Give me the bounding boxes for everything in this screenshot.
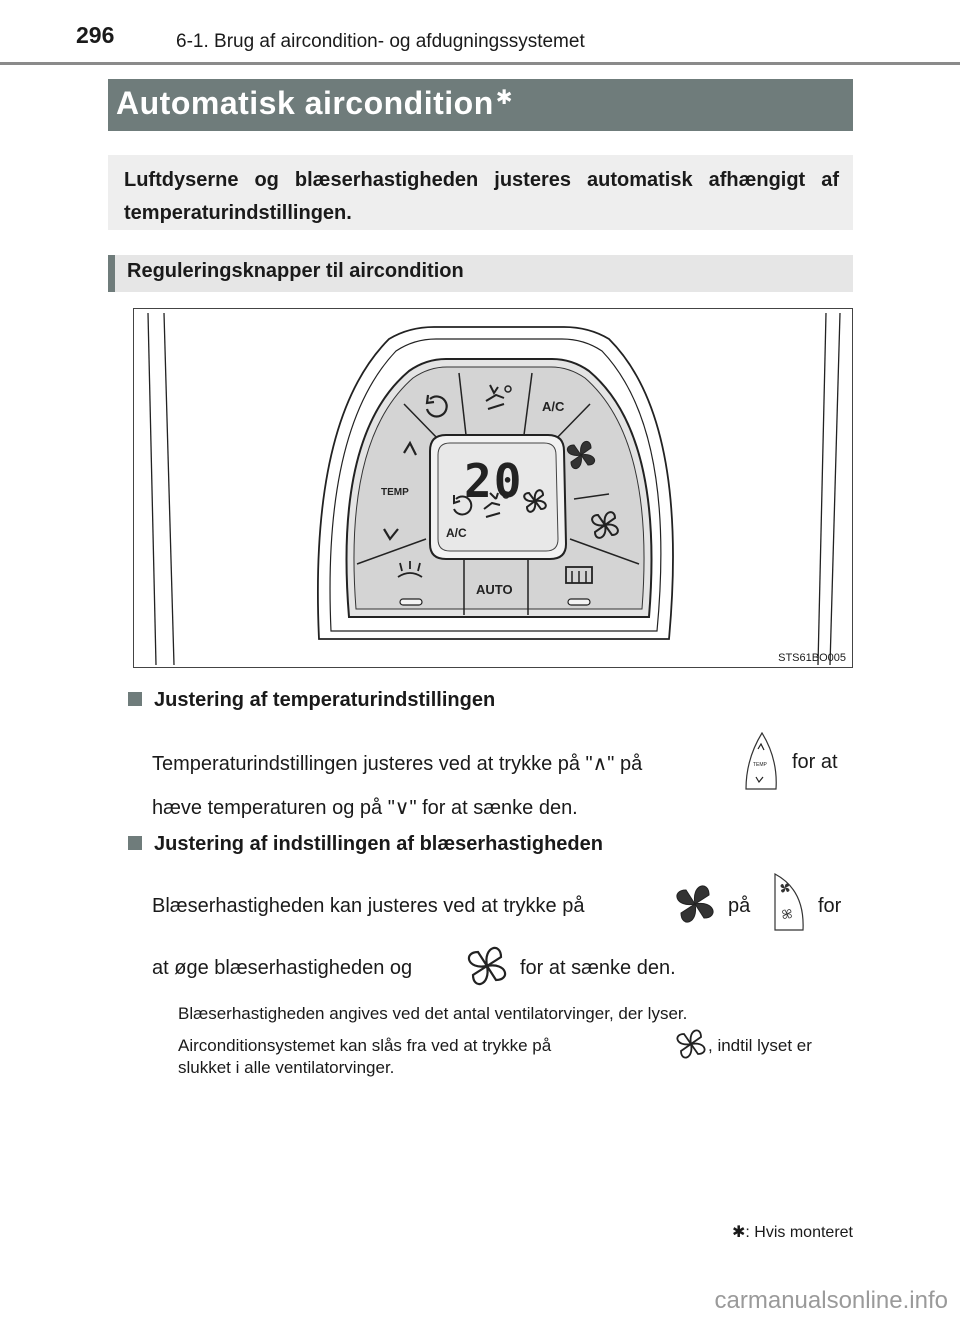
note-fan-indication: Blæserhastigheden angives ved det antal ventilatorvinger, der lyser. <box>178 1004 688 1023</box>
temp-button-label: TEMP <box>381 487 409 498</box>
fan-button-icon <box>771 870 807 934</box>
subsection-bar <box>108 255 853 292</box>
ac-button-label: A/C <box>542 399 565 414</box>
fan-text-a: Blæserhastigheden kan justeres ved at trykke på <box>152 895 585 917</box>
fan-text-line1 <box>152 895 852 918</box>
note-turn-off-line1 <box>178 1035 848 1056</box>
temperature-text-line2: hæve temperaturen og på "∨" for at sænke den. <box>152 797 578 819</box>
intro-box: Luftdyserne og blæserhastigheden justeres automatisk afhængigt af temperaturindstillingen. <box>108 155 853 230</box>
note-turn-off-b: , indtil lyset er <box>708 1036 812 1055</box>
fan-down-icon <box>462 941 512 991</box>
section-title-text: Automatisk aircondition <box>116 85 494 121</box>
temperature-text-b: for at <box>792 751 838 773</box>
display-temperature: 20 <box>464 454 524 508</box>
watermark: carmanualsonline.info <box>714 1287 948 1314</box>
fan-text-d: for at sænke den. <box>520 957 676 979</box>
display-ac-label: A/C <box>446 526 467 540</box>
auto-button-label: AUTO <box>476 582 513 597</box>
fan-text-mid: på <box>728 895 751 917</box>
section-bullet <box>128 836 142 850</box>
header-divider <box>0 62 960 65</box>
optional-mark: ✱ <box>495 87 514 109</box>
section-heading-text: Justering af indstillingen af blæserhastigheden <box>154 833 603 855</box>
section-heading-text: Justering af temperaturindstillingen <box>154 689 496 711</box>
svg-text:TEMP: TEMP <box>753 762 767 768</box>
control-panel-illustration <box>134 309 854 669</box>
temperature-text-a: Temperaturindstillingen justeres ved at trykke på "∧" på <box>152 753 643 775</box>
footnote: ✱: Hvis monteret <box>732 1224 853 1241</box>
chapter-title: 6-1. Brug af aircondition- og afdugningssystemet <box>176 31 585 52</box>
control-panel-figure <box>133 308 853 668</box>
section-heading-fan-speed <box>128 833 603 856</box>
fan-text-b: for <box>818 895 842 917</box>
section-bullet <box>128 692 142 706</box>
section-heading-temperature <box>128 689 495 712</box>
note-turn-off-line2: slukket i alle ventilatorvinger. <box>178 1058 395 1077</box>
subsection-title: Reguleringsknapper til aircondition <box>127 260 464 282</box>
page-number: 296 <box>76 22 115 48</box>
note-turn-off-a: Airconditionsystemet kan slås fra ved at trykke på <box>178 1036 552 1055</box>
fan-text-c: at øge blæserhastigheden og <box>152 957 413 979</box>
fan-up-icon <box>671 880 719 928</box>
section-title-bar <box>108 79 853 131</box>
section-title <box>116 85 513 122</box>
figure-code: STS61BO005 <box>778 652 846 664</box>
temp-button-icon <box>742 731 782 793</box>
